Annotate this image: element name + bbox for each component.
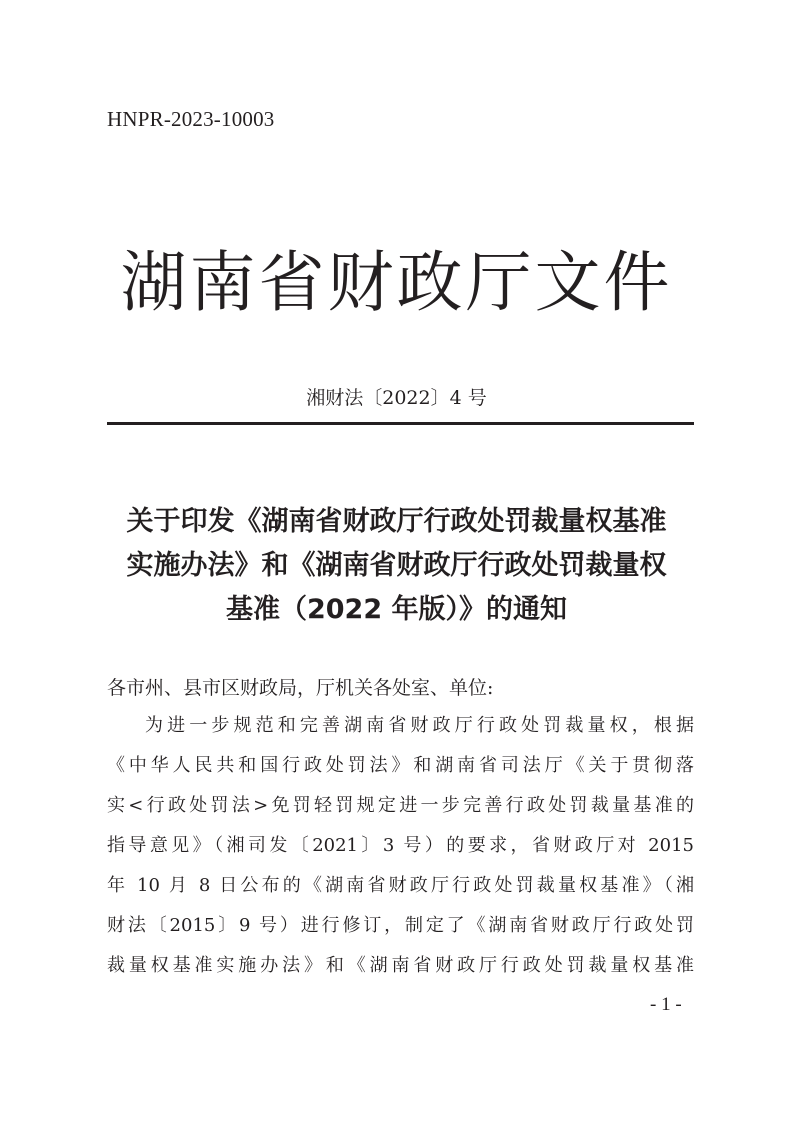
body-line: 实<行政处罚法>免罚轻罚规定进一步完善行政处罚裁量基准的	[107, 795, 694, 816]
page-number: - 1 -	[650, 994, 682, 1015]
document-masthead: 湖南省财政厅文件	[120, 244, 673, 321]
body-paragraph	[107, 706, 694, 986]
document-code: HNPR-2023-10003	[107, 107, 275, 131]
title-line: 基准（2022 年版）》的通知	[225, 594, 568, 625]
salutation: 各市州、县市区财政局，厅机关各处室、单位:	[107, 677, 494, 699]
body-line: 为进一步规范和完善湖南省财政厅行政处罚裁量权，根据	[145, 715, 694, 736]
body-line: 财法〔2015〕9 号）进行修订，制定了《湖南省财政厅行政处罚	[107, 915, 694, 936]
header-divider	[107, 422, 694, 425]
body-line: 《中华人民共和国行政处罚法》和湖南省司法厅《关于贯彻落	[107, 755, 694, 776]
issue-number: 湘财法〔2022〕4 号	[306, 387, 487, 409]
title-line: 关于印发《湖南省财政厅行政处罚裁量权基准	[126, 506, 667, 537]
notice-title	[90, 500, 703, 632]
body-line: 年 10 月 8 日公布的《湖南省财政厅行政处罚裁量权基准》（湘	[107, 875, 694, 896]
body-line: 指导意见》（湘司发〔2021〕3 号）的要求，省财政厅对 2015	[107, 835, 694, 856]
title-line: 实施办法》和《湖南省财政厅行政处罚裁量权	[126, 550, 667, 581]
body-line: 裁量权基准实施办法》和《湖南省财政厅行政处罚裁量权基准	[107, 955, 694, 976]
